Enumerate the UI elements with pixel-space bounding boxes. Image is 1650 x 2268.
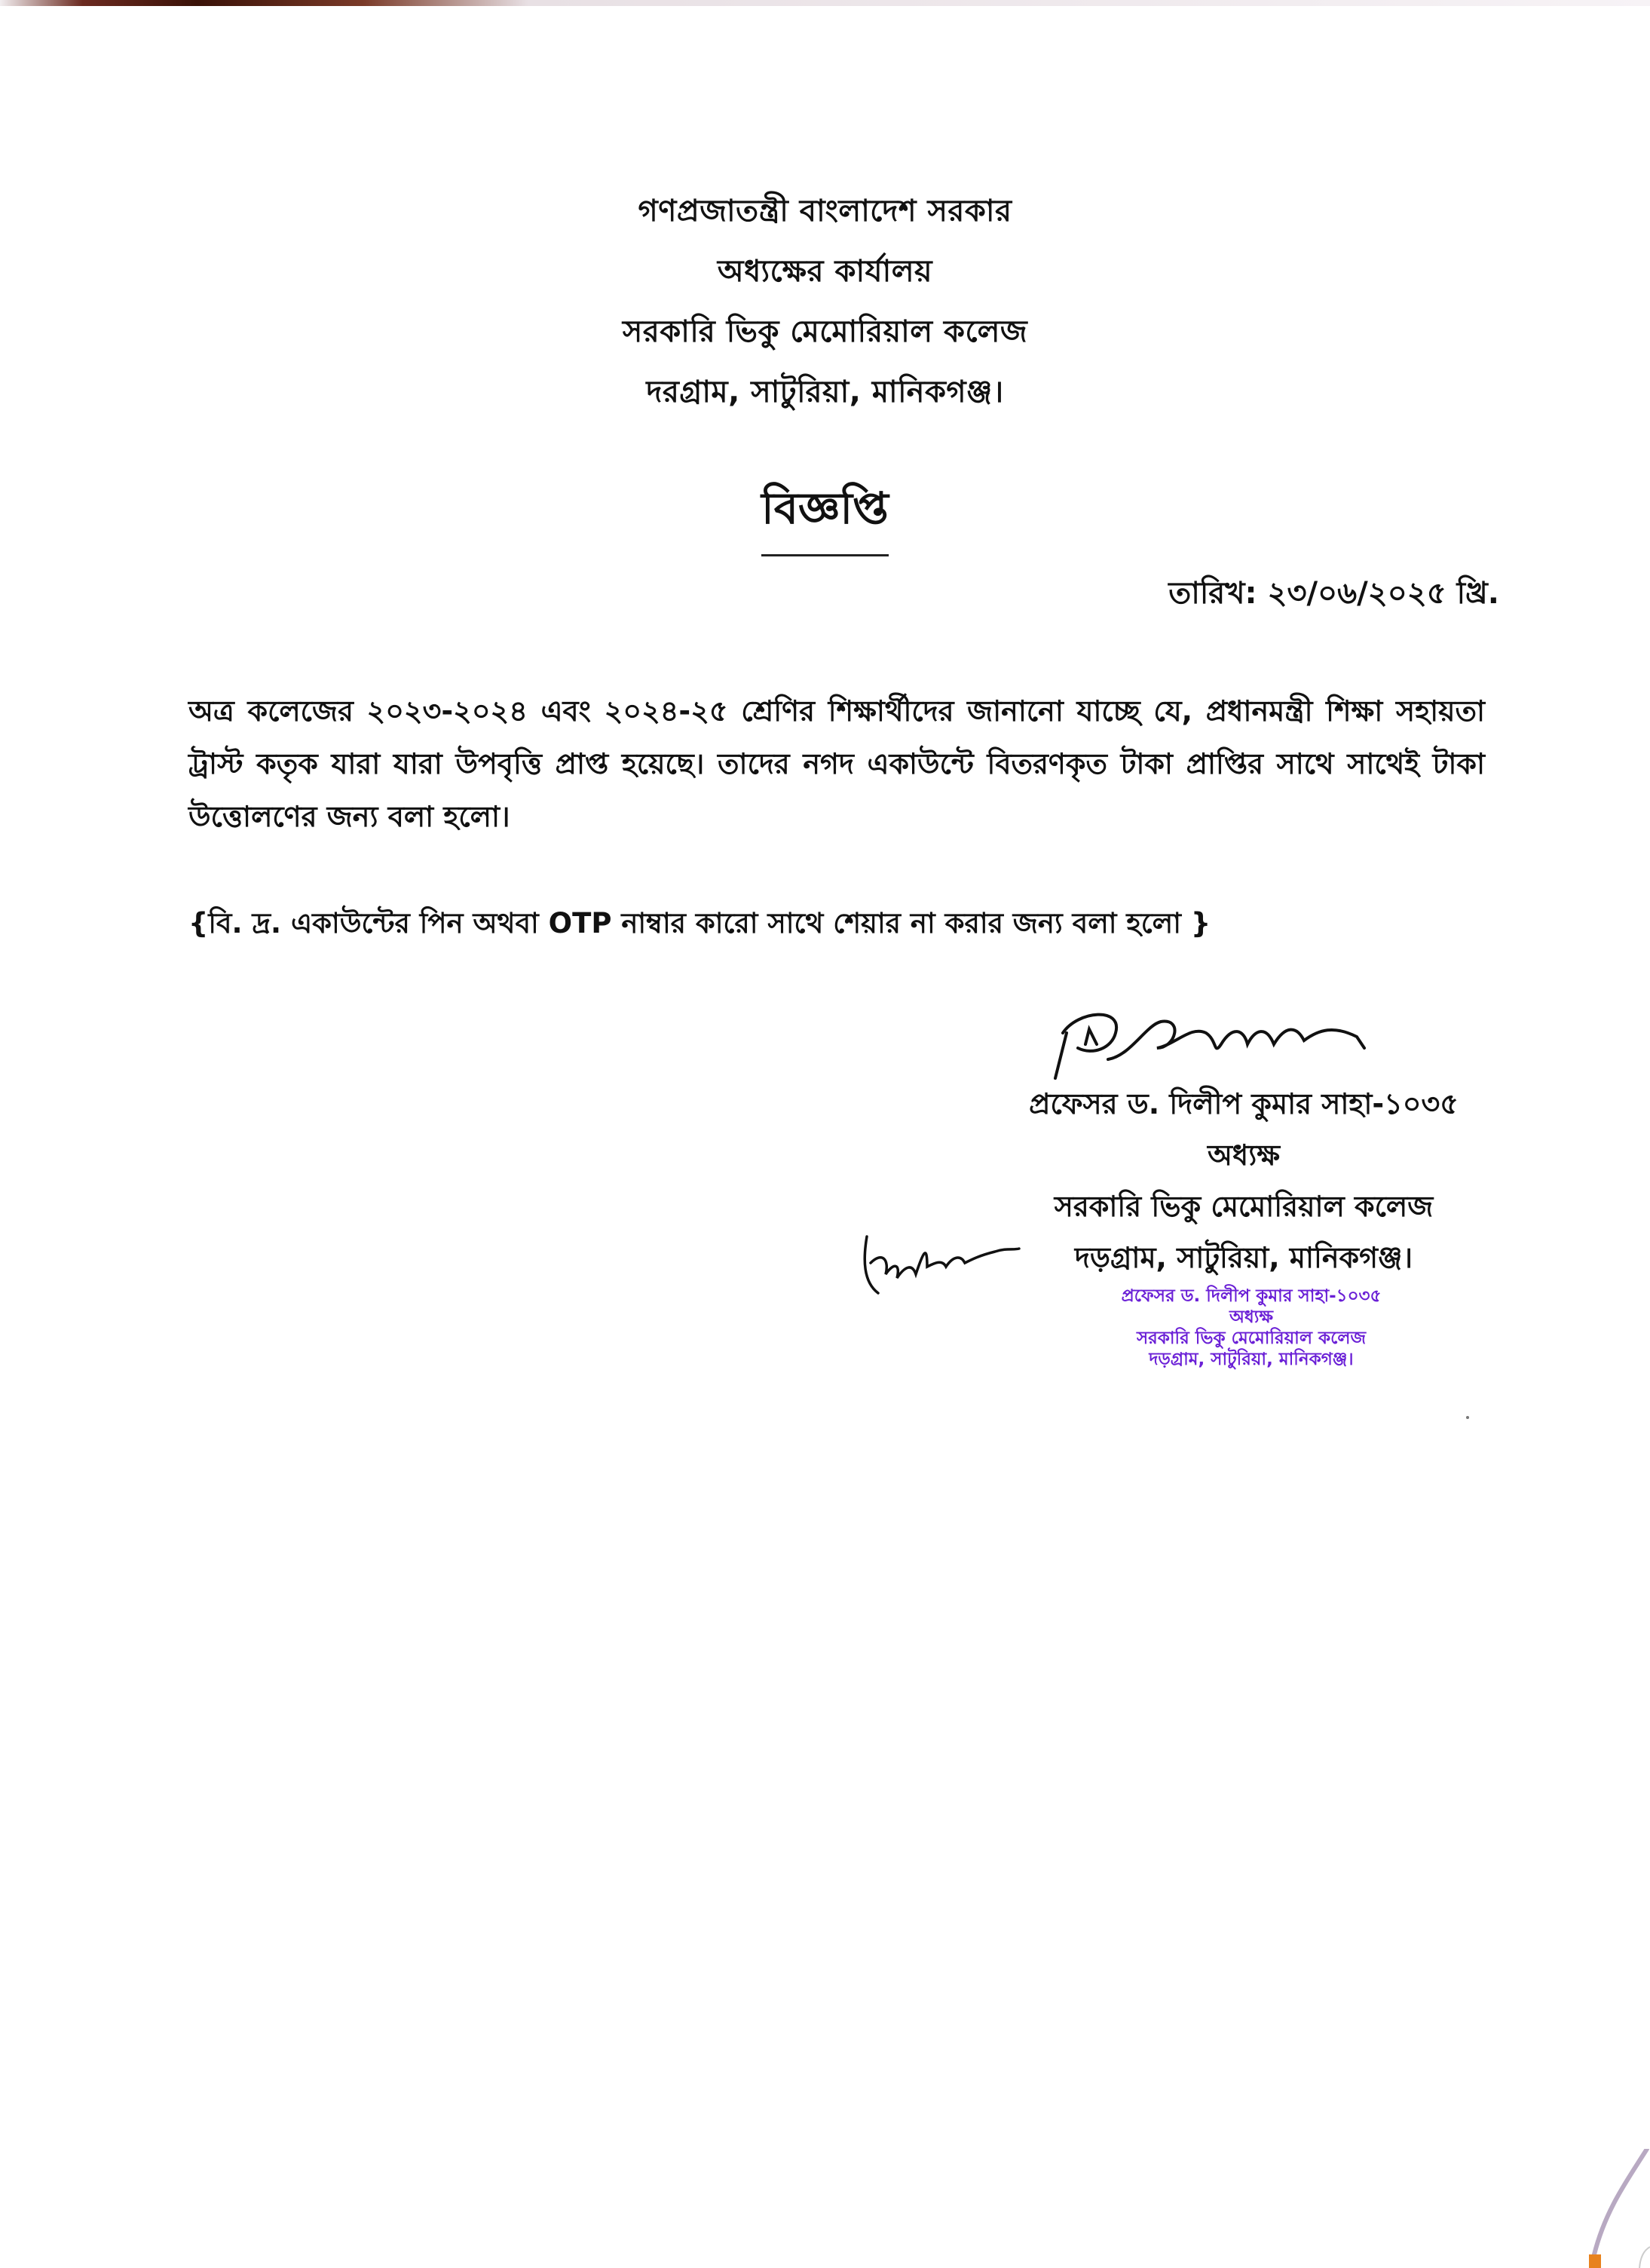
initials-signature — [852, 1221, 1033, 1304]
college-name: সরকারি ভিকু মেমোরিয়াল কলেজ — [622, 314, 1028, 349]
scan-top-edge — [0, 0, 1650, 6]
stamp-address: দড়গ্রাম, সাটুরিয়া, মানিকগঞ্জ। — [1149, 1350, 1354, 1369]
stamp-college: সরকারি ভিকু মেমোরিয়াল কলেজ — [1136, 1329, 1367, 1348]
signatory-name: প্রফেসর ড. দিলীপ কুমার সাহা-১০৩৫ — [1029, 1087, 1459, 1120]
signatory-block — [980, 1078, 1508, 1283]
notice-date: তারিখ: ২৩/০৬/২০২৫ খ্রি. — [1168, 576, 1499, 611]
stamp-designation: অধ্যক্ষ — [1229, 1307, 1274, 1327]
letterhead — [0, 181, 1650, 422]
notice-body: অত্র কলেজের ২০২৩-২০২৪ এবং ২০২৪-২৫ শ্রেণির শিক্ষার্থীদের জানানো যাচ্ছে যে, প্রধানমন্ত্রী শিক্ষা সহায়তা ট্রাস্ট কতৃক যারা যারা উপবৃত্তি প্রাপ্ত হয়েছে। তাদের নগদ একাউন্টে বিতরণকৃত টাকা প্রাপ্তির সাথে সাথেই টাকা উত্তোলণের জন্য বলা হলো। — [188, 694, 1485, 833]
notice-title-wrap — [0, 475, 1650, 556]
signatory-address: দড়গ্রাম, সাটুরিয়া, মানিকগঞ্জ। — [1074, 1241, 1413, 1274]
government-name: গণপ্রজাতন্ত্রী বাংলাদেশ সরকার — [638, 194, 1012, 228]
notice-note: {বি. দ্র. একাউন্টের পিন অথবা OTP নাম্বার কারো সাথে শেয়ার না করার জন্য বলা হলো } — [188, 907, 1211, 939]
notice-title: বিজ্ঞপ্তি — [761, 475, 889, 556]
signatory-college: সরকারি ভিকু মেমোরিয়াল কলেজ — [1054, 1190, 1434, 1223]
page-curl-mark — [1568, 2149, 1650, 2268]
principal-signature — [1033, 1003, 1425, 1086]
college-address: দরগ্রাম, সাটুরিয়া, মানিকগঞ্জ। — [646, 375, 1004, 409]
office-name: অধ্যক্ষের কার্যালয় — [717, 254, 933, 289]
scan-speck — [1466, 1416, 1469, 1419]
signatory-designation: অধ্যক্ষ — [1207, 1139, 1280, 1172]
official-stamp — [1093, 1286, 1410, 1370]
stamp-name: প্রফেসর ড. দিলীপ কুমার সাহা-১০৩৫ — [1121, 1286, 1382, 1306]
